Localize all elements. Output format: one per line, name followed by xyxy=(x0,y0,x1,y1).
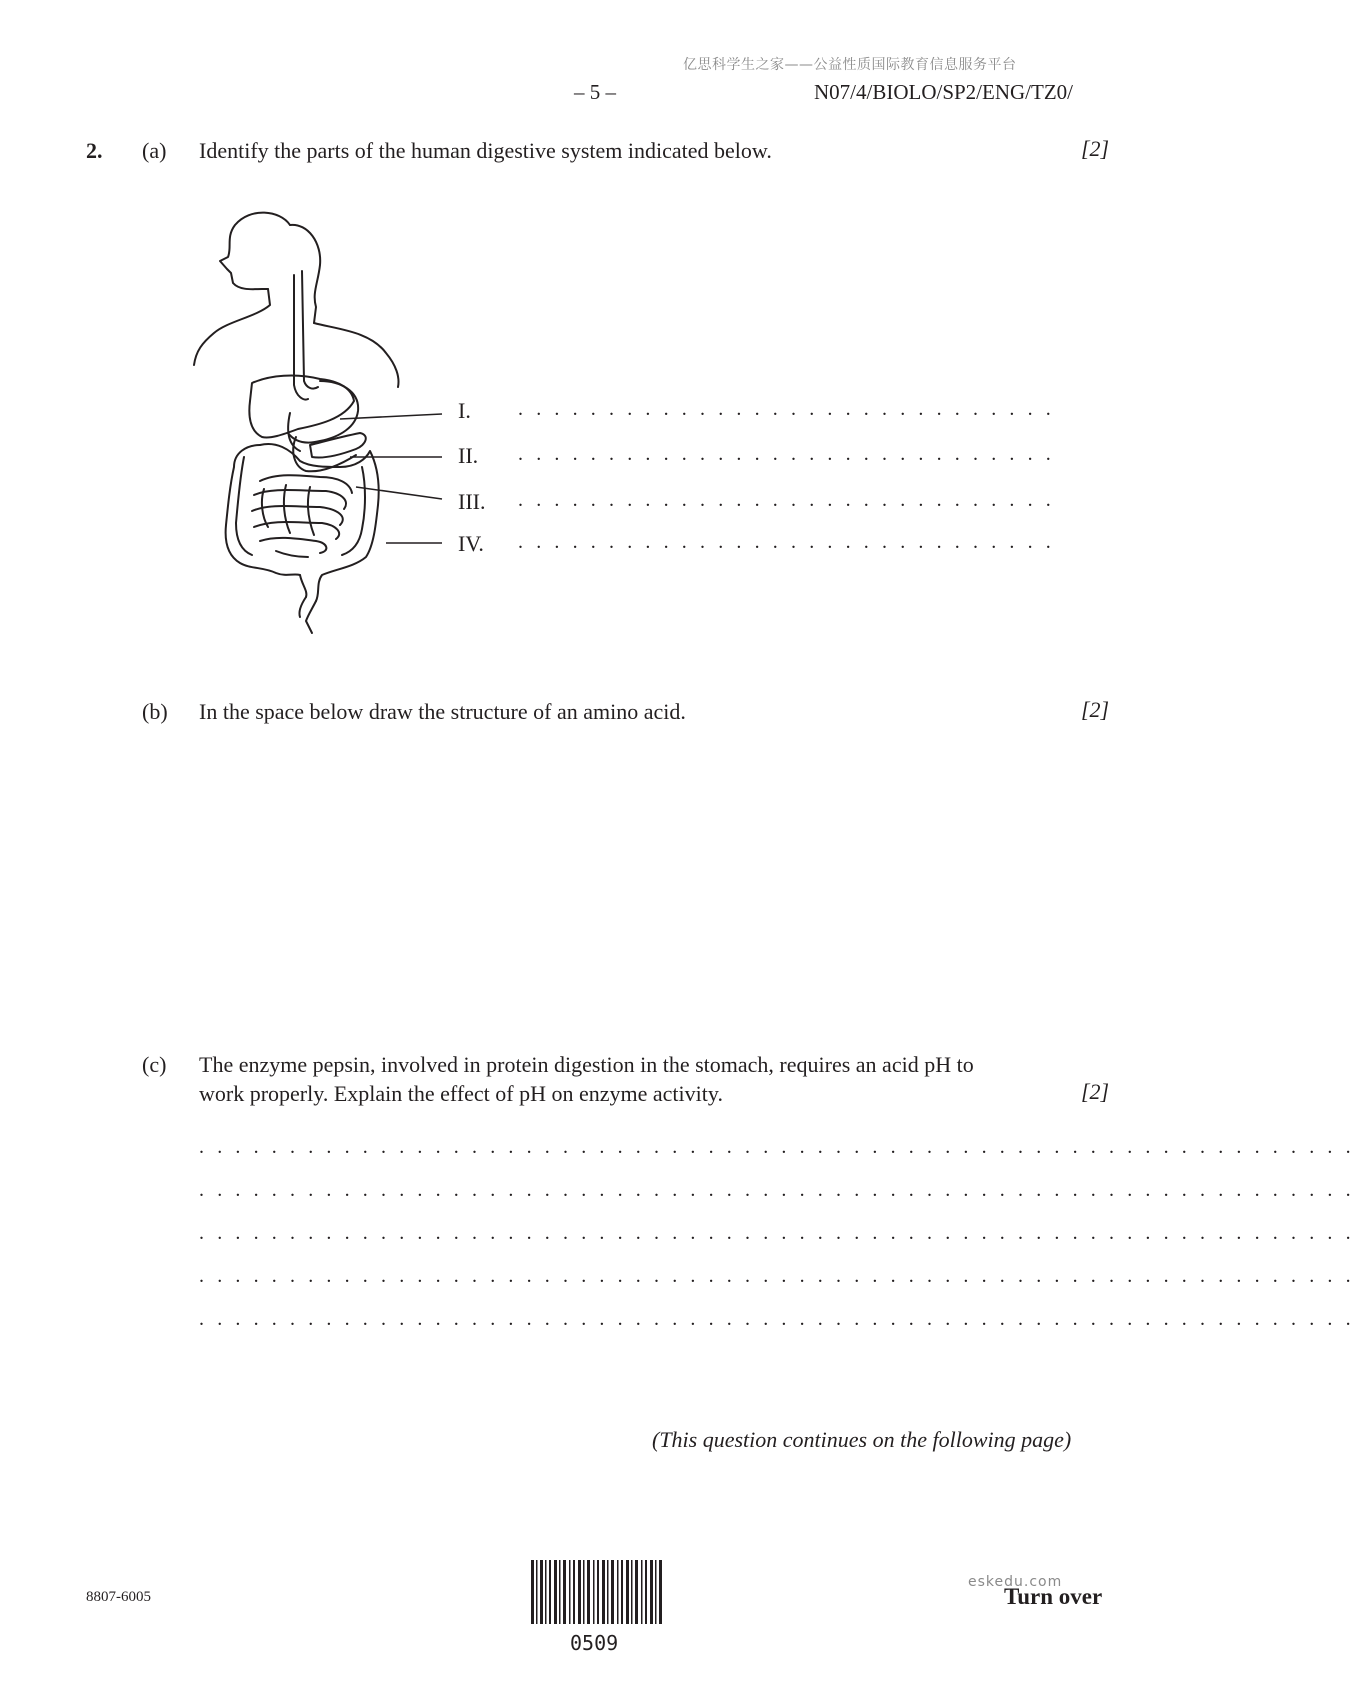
turn-over: Turn over xyxy=(1004,1584,1103,1609)
diagram-label-iv: IV. xyxy=(458,531,484,556)
header-watermark: 亿思科学生之家——公益性质国际教育信息服务平台 xyxy=(683,57,1017,73)
part-b-marks: [2] xyxy=(1081,697,1110,722)
barcode xyxy=(531,1560,665,1624)
part-c-answer-line-2[interactable]: . . . . . . . . . . . . . . . . . . . . . . . . . . . . . . . . . . . . . . . . . . . . . . . . . . . . . . . . . . . . . . . . xyxy=(199,1179,1355,1201)
part-c-text-line1: The enzyme pepsin, involved in protein digestion in the stomach, requires an acid pH to xyxy=(199,1052,974,1077)
exam-code: N07/4/BIOLO/SP2/ENG/TZ0/ xyxy=(814,80,1074,104)
part-b-text: In the space below draw the structure of an amino acid. xyxy=(199,699,686,724)
barcode-number: 0509 xyxy=(570,1631,619,1655)
question-number: 2. xyxy=(86,138,103,163)
part-a-label: (a) xyxy=(142,138,167,163)
diagram-label-ii: II. xyxy=(458,443,479,468)
amino-acid-drawing-area[interactable] xyxy=(199,740,1059,1030)
answer-line-iii[interactable]: . . . . . . . . . . . . . . . . . . . . . . . . . . . . . . xyxy=(518,489,1055,511)
part-c-answer-line-5[interactable]: . . . . . . . . . . . . . . . . . . . . . . . . . . . . . . . . . . . . . . . . . . . . . . . . . . . . . . . . . . . . . . . . xyxy=(199,1308,1355,1330)
part-c-text-line2: work properly. Explain the effect of pH on enzyme activity. xyxy=(199,1081,723,1106)
part-b-label: (b) xyxy=(142,699,168,724)
part-c-answer-line-4[interactable]: . . . . . . . . . . . . . . . . . . . . . . . . . . . . . . . . . . . . . . . . . . . . . . . . . . . . . . . . . . . . . . . . xyxy=(199,1265,1355,1287)
part-a-marks: [2] xyxy=(1081,136,1110,161)
answer-line-iv[interactable]: . . . . . . . . . . . . . . . . . . . . . . . . . . . . . . xyxy=(518,531,1055,553)
paper-code: 8807-6005 xyxy=(86,1589,151,1605)
part-c-label: (c) xyxy=(142,1052,167,1077)
diagram-label-iii: III. xyxy=(458,489,486,514)
continues-note: (This question continues on the following page) xyxy=(652,1427,1072,1452)
answer-line-ii[interactable]: . . . . . . . . . . . . . . . . . . . . . . . . . . . . . . xyxy=(518,443,1055,465)
page-number: – 5 – xyxy=(574,80,616,104)
part-a-text: Identify the parts of the human digestive system indicated below. xyxy=(199,138,772,163)
part-c-marks: [2] xyxy=(1081,1079,1110,1104)
footer-watermark: eskedu.com xyxy=(968,1574,1063,1590)
answer-line-i[interactable]: . . . . . . . . . . . . . . . . . . . . . . . . . . . . . . xyxy=(518,398,1055,420)
diagram-label-i: I. xyxy=(458,398,471,423)
digestive-system-diagram xyxy=(190,205,510,645)
part-c-answer-line-3[interactable]: . . . . . . . . . . . . . . . . . . . . . . . . . . . . . . . . . . . . . . . . . . . . . . . . . . . . . . . . . . . . . . . . xyxy=(199,1222,1355,1244)
part-c-answer-line-1[interactable]: . . . . . . . . . . . . . . . . . . . . . . . . . . . . . . . . . . . . . . . . . . . . . . . . . . . . . . . . . . . . . . . . xyxy=(199,1136,1355,1158)
